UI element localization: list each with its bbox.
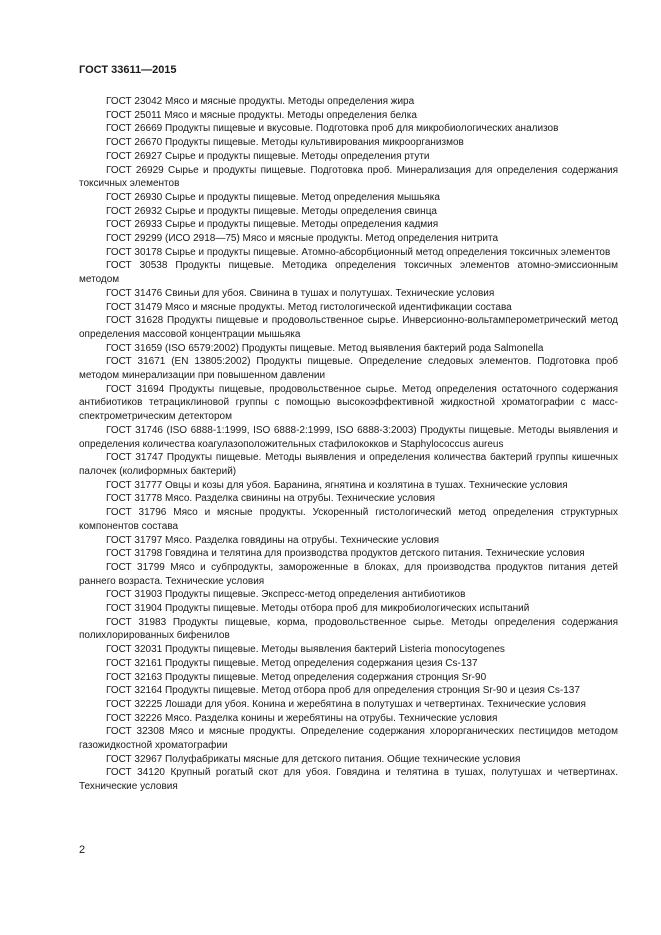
reference-item: ГОСТ 34120 Крупный рогатый скот для убоя. Говядина и телятина в тушах, полутушах и четвертинах. Технические условия — [79, 767, 618, 793]
reference-item: ГОСТ 26929 Сырье и продукты пищевые. Подготовка проб. Минерализация для определения содержания токсичных элементов — [79, 164, 618, 190]
reference-item: ГОСТ 31799 Мясо и субпродукты, замороженные в блоках, для производства продуктов питания детей раннего возраста. Технические условия — [79, 561, 618, 587]
reference-item: ГОСТ 31903 Продукты пищевые. Экспресс-метод определения антибиотиков — [106, 589, 466, 601]
reference-item: ГОСТ 32967 Полуфабрикаты мясные для детского питания. Общие технические условия — [106, 753, 521, 765]
reference-item: ГОСТ 26932 Сырье и продукты пищевые. Методы определения свинца — [106, 205, 437, 217]
reference-item: ГОСТ 26933 Сырье и продукты пищевые. Методы определения кадмия — [106, 219, 439, 231]
reference-item: ГОСТ 26669 Продукты пищевые и вкусовые. Подготовка проб для микробиологических анализов — [106, 123, 559, 135]
reference-item: ГОСТ 31671 (EN 13805:2002) Продукты пищевые. Определение следовых элементов. Подготовка проб методом минерализации при повышенном давлении — [79, 356, 618, 382]
reference-item: ГОСТ 31796 Мясо и мясные продукты. Ускоренный гистологический метод определения структурных компонентов состава — [79, 507, 618, 532]
normative-references-list — [79, 95, 618, 794]
reference-item: ГОСТ 31778 Мясо. Разделка свинины на отрубы. Технические условия — [106, 493, 436, 505]
reference-item: ГОСТ 31628 Продукты пищевые и продовольственное сырье. Инверсионно-вольтамперометрический метод определения массовой концентрации мышьяка — [79, 315, 618, 340]
document-header: ГОСТ 33611—2015 — [79, 64, 177, 76]
reference-item: ГОСТ 30178 Сырье и продукты пищевые. Атомно-абсорбционный метод определения токсичных элементов — [106, 246, 611, 258]
reference-item: ГОСТ 31659 (ISO 6579:2002) Продукты пищевые. Метод выявления бактерий рода Salmonella — [106, 342, 544, 354]
reference-item: ГОСТ 32308 Мясо и мясные продукты. Определение содержания хлорорганических пестицидов методом газожидкостной хроматографии — [79, 726, 618, 752]
reference-item: ГОСТ 32226 Мясо. Разделка конины и жеребятины на отрубы. Технические условия — [106, 712, 498, 724]
reference-item: ГОСТ 26670 Продукты пищевые. Методы культивирования микроорганизмов — [106, 137, 464, 149]
reference-item: ГОСТ 32164 Продукты пищевые. Метод отбора проб для определения стронция Sr-90 и цезия Cs-137 — [106, 685, 580, 697]
reference-item: ГОСТ 31479 Мясо и мясные продукты. Метод гистологической идентификации состава — [106, 301, 512, 313]
reference-item: ГОСТ 31746 (ISO 6888-1:1999, ISO 6888-2:1999, ISO 6888-3:2003) Продукты пищевые. Методы выявления и определения количества коагулазоположительных стафилококков и Staphylococcus aureus — [79, 424, 618, 450]
reference-item: ГОСТ 25011 Мясо и мясные продукты. Методы определения белка — [106, 109, 417, 121]
reference-item: ГОСТ 31747 Продукты пищевые. Методы выявления и определения количества бактерий группы кишечных палочек (колиформных бактерий) — [79, 452, 618, 477]
reference-item: ГОСТ 32161 Продукты пищевые. Метод определения содержания цезия Cs-137 — [106, 657, 478, 669]
reference-item: ГОСТ 31476 Свиньи для убоя. Свинина в тушах и полутушах. Технические условия — [106, 287, 495, 299]
reference-item: ГОСТ 29299 (ИСО 2918—75) Мясо и мясные продукты. Метод определения нитрита — [106, 233, 499, 245]
reference-item: ГОСТ 32031 Продукты пищевые. Методы выявления бактерий Listeria monocytogenes — [106, 644, 505, 656]
reference-item: ГОСТ 26927 Сырье и продукты пищевые. Методы определения ртути — [106, 150, 430, 162]
reference-item: ГОСТ 31798 Говядина и телятина для производства продуктов детского питания. Технические условия — [106, 548, 585, 560]
reference-item: ГОСТ 31777 Овцы и козы для убоя. Баранина, ягнятина и козлятина в тушах. Технические условия — [106, 479, 568, 491]
page-number: 2 — [79, 844, 86, 856]
reference-item: ГОСТ 23042 Мясо и мясные продукты. Методы определения жира — [106, 96, 415, 107]
reference-item: ГОСТ 26930 Сырье и продукты пищевые. Метод определения мышьяка — [106, 191, 440, 203]
reference-item: ГОСТ 31694 Продукты пищевые, продовольственное сырье. Метод определения остаточного содержания антибиотиков тетрациклиновой группы с помощью высокоэффективной жидкостной хроматографии с масс-спектрометрическим детектором — [79, 383, 618, 423]
reference-item: ГОСТ 30538 Продукты пищевые. Методика определения токсичных элементов атомно-эмиссионным методом — [79, 260, 618, 286]
reference-item: ГОСТ 32225 Лошади для убоя. Конина и жеребятина в полутушах и четвертинах. Технические условия — [106, 698, 586, 710]
reference-item: ГОСТ 31983 Продукты пищевые, корма, продовольственное сырье. Методы определения содержания полихлорированных бифенилов — [79, 616, 618, 642]
reference-item: ГОСТ 31797 Мясо. Разделка говядины на отрубы. Технические условия — [106, 534, 440, 546]
reference-item: ГОСТ 31904 Продукты пищевые. Методы отбора проб для микробиологических испытаний — [106, 603, 530, 615]
reference-item: ГОСТ 32163 Продукты пищевые. Метод определения содержания стронция Sr-90 — [106, 671, 487, 683]
